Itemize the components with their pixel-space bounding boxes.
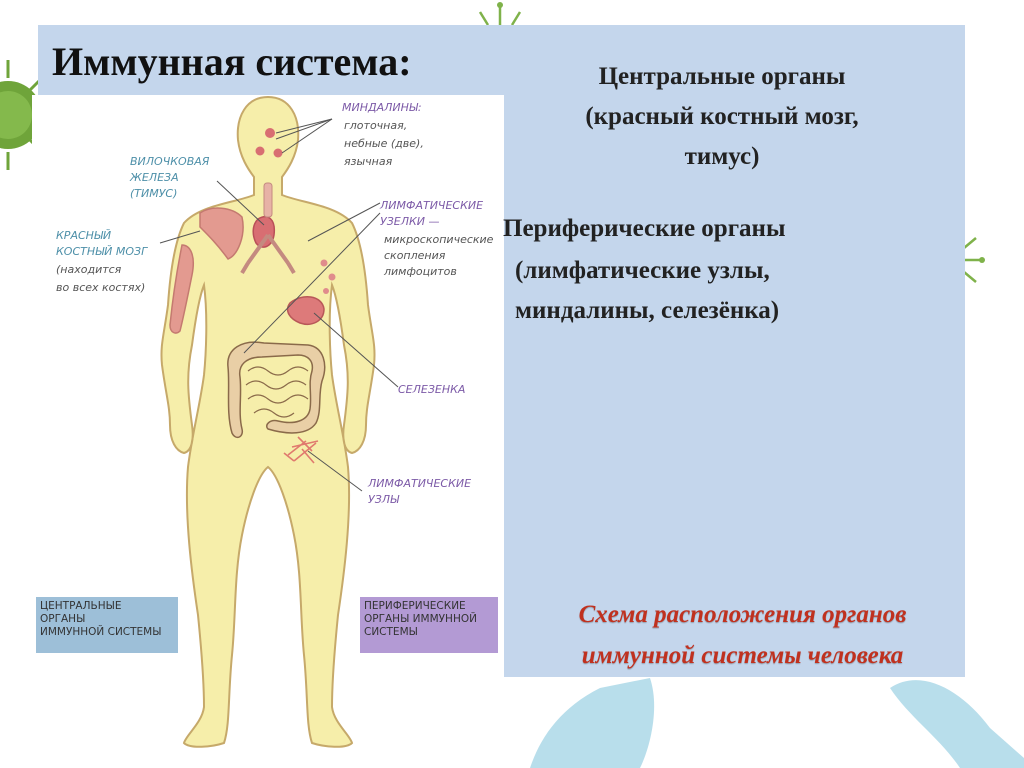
central-organs-line3: тимус) [684, 143, 760, 170]
lymph-nodule [329, 274, 336, 281]
caption-line1: Схема расположения органов [578, 601, 907, 628]
legend-central-line2: ОРГАНЫ [40, 613, 86, 625]
lymph-nodule [321, 260, 328, 267]
slide-title: Иммунная система: [52, 39, 412, 84]
immune-system-diagram [32, 95, 504, 750]
central-organs-block [505, 58, 939, 178]
central-organs-line2: (красный костный мозг, [585, 103, 859, 130]
legend-central-line3: ИММУННОЙ СИСТЕМЫ [40, 626, 162, 638]
marrow-note-line2: во всех костях) [56, 281, 146, 294]
marrow-note-line1: (находится [56, 263, 122, 276]
legend-peripheral-organs [360, 597, 498, 653]
marrow-label-line1: КРАСНЫЙ [56, 229, 112, 242]
caption-line2: иммунной системы человека [581, 642, 904, 669]
tonsil-pharyngeal [265, 128, 275, 138]
lymph-nodes-label-line2: УЗЛЫ [368, 493, 400, 506]
legend-peripheral-line1: ПЕРИФЕРИЧЕСКИЕ [364, 600, 466, 612]
trachea [264, 183, 272, 217]
tonsils-pharyngeal-label: глоточная, [344, 119, 408, 132]
lymph-nodes-label-line1: ЛИМФАТИЧЕСКИЕ [368, 477, 472, 490]
peripheral-organs-line1: Периферические органы [503, 215, 786, 242]
peripheral-organs-line3: миндалины, селезёнка) [515, 297, 780, 324]
tonsils-lingual-label: язычная [344, 155, 393, 168]
legend-central-organs [36, 597, 178, 653]
legend-central-line1: ЦЕНТРАЛЬНЫЕ [40, 600, 122, 612]
thymus-label-line3: (ТИМУС) [130, 187, 178, 200]
virus-decoration-icon [962, 230, 992, 290]
nodules-label-line2: УЗЕЛКИ — [380, 215, 440, 228]
tonsil-palatine [256, 147, 265, 156]
legend-peripheral-line2: ОРГАНЫ ИММУННОЙ [364, 613, 477, 625]
tonsils-palatine-label: небные (две), [344, 137, 424, 150]
lymph-nodule [323, 288, 329, 294]
legend-peripheral-line3: СИСТЕМЫ [364, 626, 418, 638]
thymus-label-line2: ЖЕЛЕЗА [130, 171, 179, 184]
thymus-label-line1: ВИЛОЧКОВАЯ [130, 155, 210, 168]
tonsils-heading: МИНДАЛИНЫ: [342, 101, 422, 114]
nodules-label-line1: ЛИМФАТИЧЕСКИЕ [380, 199, 484, 212]
diagram-caption [505, 594, 980, 676]
marrow-label-line2: КОСТНЫЙ МОЗГ [56, 245, 148, 258]
tonsil-palatine [274, 149, 283, 158]
peripheral-organs-line2: (лимфатические узлы, [515, 257, 770, 284]
nodules-note-line3: лимфоцитов [384, 265, 457, 278]
nodules-note-line1: микроскопические [384, 233, 494, 246]
spleen-label: СЕЛЕЗЕНКА [398, 383, 466, 396]
nodules-note-line2: скопления [384, 249, 446, 262]
central-organs-line1: Центральные органы [598, 63, 846, 90]
